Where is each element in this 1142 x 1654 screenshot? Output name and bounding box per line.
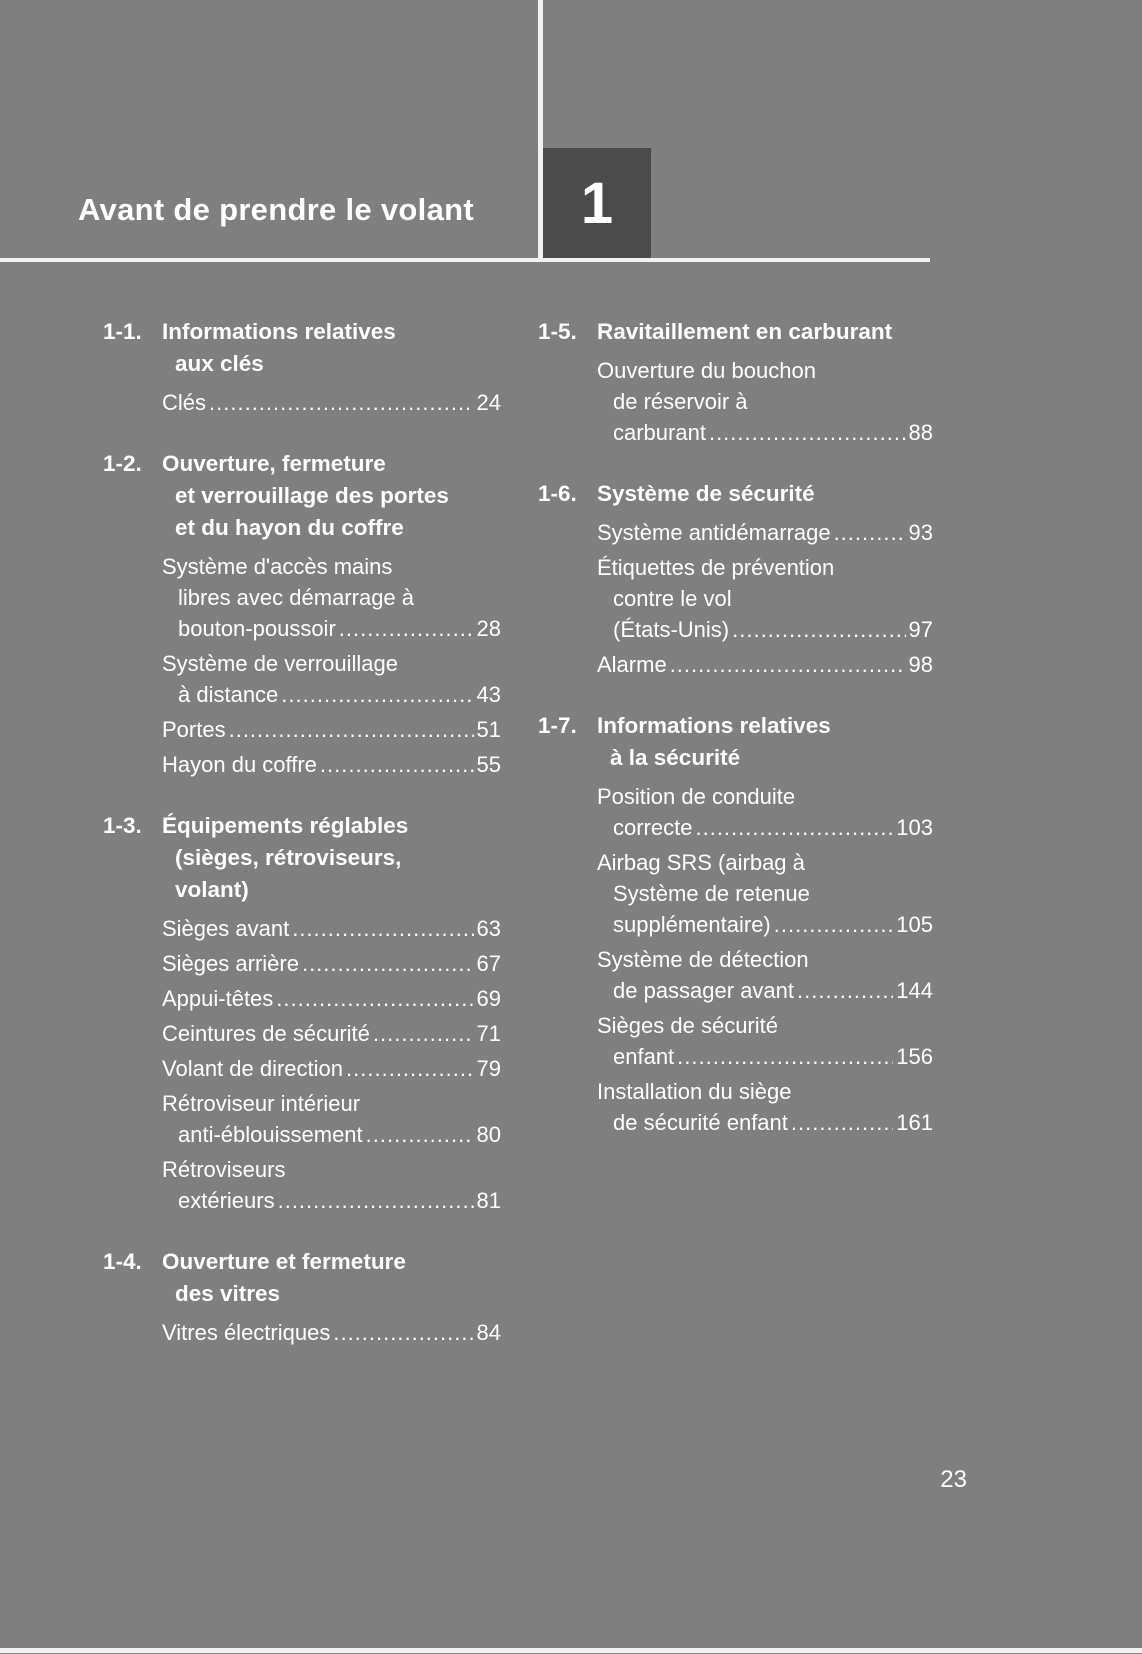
toc-entry [597,649,933,680]
section-title [162,448,501,544]
entry-page-number: 80 [476,1122,501,1147]
entry-label: à distance [178,682,279,707]
entry-label: correcte [613,815,693,840]
entry-line: Rétroviseurs [162,1157,286,1182]
dot-leader [333,1317,473,1348]
section-title-line: Ouverture, fermeture [162,451,386,476]
section-number: 1-2. [103,451,142,476]
section-entries [103,387,501,418]
section-title-line: Ouverture et fermeture [162,1249,406,1274]
entry-label: (États-Unis) [613,617,730,642]
dot-leader [709,417,906,448]
entry-label: Volant de direction [162,1056,344,1081]
dot-leader [732,614,905,645]
section-title [597,710,933,774]
dot-leader [366,1119,474,1150]
entry-line: Airbag SRS (airbag à [597,850,805,875]
toc-entry [162,1317,501,1348]
entry-label: Portes [162,717,226,742]
toc-entry [162,1154,501,1216]
dot-leader [834,517,906,548]
entry-page-number: 71 [476,1021,501,1046]
entry-label: Ceintures de sécurité [162,1021,370,1046]
entry-line [162,387,501,418]
page-number: 23 [940,1466,967,1493]
entry-label: de passager avant [613,978,795,1003]
entry-page-number: 84 [476,1320,501,1345]
entry-line [597,975,933,1006]
entry-line: libres avec démarrage à [178,585,415,610]
section-title [162,810,501,906]
entry-page-number: 97 [908,617,933,642]
entry-line [597,417,933,448]
entry-label: Système antidémarrage [597,520,831,545]
entry-line [597,649,933,680]
entry-label: Sièges avant [162,916,290,941]
entry-page-number: 67 [476,951,501,976]
entry-line: Système de détection [597,947,809,972]
toc-entry [162,749,501,780]
section-title-line: Ravitaillement en carburant [597,319,893,344]
entry-page-number: 28 [476,616,501,641]
entry-line: Sièges de sécurité [597,1013,778,1038]
section-number: 1-3. [103,813,142,838]
section-title [597,316,933,348]
section-entries [103,551,501,780]
entry-line: Rétroviseur intérieur [162,1091,361,1116]
dot-leader [209,387,474,418]
section-heading [103,448,501,544]
section-heading [103,316,501,380]
section-title [162,1246,501,1310]
section-title [597,478,933,510]
dot-leader [278,1185,474,1216]
dot-leader [346,1053,473,1084]
section-number: 1-7. [538,713,577,738]
dot-leader [677,1041,893,1072]
toc-entry [597,1076,933,1138]
entry-label: bouton-poussoir [178,616,336,641]
section-entries [103,1317,501,1348]
dot-leader [302,948,474,979]
dot-leader [797,975,893,1006]
section-title-line: (sièges, rétroviseurs, [175,845,402,870]
entry-label: supplémentaire) [613,912,771,937]
toc-entry [162,714,501,745]
entry-label: Sièges arrière [162,951,299,976]
entry-line [162,1119,501,1150]
section-title-line: Système de sécurité [597,481,815,506]
toc-entry [162,983,501,1014]
entry-page-number: 156 [896,1044,933,1069]
toc-entry [597,781,933,843]
dot-leader [276,983,473,1014]
entry-line [162,983,501,1014]
entry-page-number: 43 [476,682,501,707]
entry-line [162,948,501,979]
entry-line [597,517,933,548]
entry-line [597,614,933,645]
entry-line [162,1185,501,1216]
entry-line: Système de verrouillage [162,651,399,676]
entry-line [162,714,501,745]
entry-page-number: 79 [476,1056,501,1081]
entry-line: Position de conduite [597,784,796,809]
section-title-line: aux clés [175,351,264,376]
entry-label: Appui-têtes [162,986,274,1011]
section-number: 1-6. [538,481,577,506]
entry-page-number: 103 [896,815,933,840]
entry-label: de sécurité enfant [613,1110,788,1135]
chapter-number-box [543,148,651,260]
section-heading [103,810,501,906]
section-number: 1-5. [538,319,577,344]
section-title [162,316,501,380]
entry-label: Alarme [597,652,667,677]
entry-label: anti-éblouissement [178,1122,363,1147]
entry-page-number: 93 [908,520,933,545]
entry-page-number: 81 [476,1188,501,1213]
section-title-line: et verrouillage des portes [175,483,449,508]
dot-leader [774,909,894,940]
entry-line: de réservoir à [613,389,748,414]
entry-page-number: 88 [908,420,933,445]
entry-page-number: 24 [476,390,501,415]
chapter-number: 1 [580,171,614,236]
section-heading [538,478,933,510]
section-number: 1-1. [103,319,142,344]
entry-page-number: 161 [896,1110,933,1135]
toc-entry [597,517,933,548]
section-title-line: Informations relatives [162,319,396,344]
dot-leader [292,913,473,944]
entry-label: Clés [162,390,207,415]
toc-section [103,316,501,418]
entry-line [162,679,501,710]
toc-entry [162,648,501,710]
header-horizontal-rule [0,258,930,262]
dot-leader [339,613,474,644]
bottom-rule [0,1648,1142,1653]
toc-entry [597,552,933,645]
toc-entry [597,847,933,940]
entry-line [597,909,933,940]
dot-leader [791,1107,893,1138]
toc-entry [162,913,501,944]
toc-entry [597,944,933,1006]
toc-section [103,448,501,780]
section-title-line: Informations relatives [597,713,831,738]
section-title-line: des vitres [175,1281,281,1306]
toc-section [538,316,933,448]
section-title-line: volant) [175,877,249,902]
section-entries [538,781,933,1138]
toc-entry [597,1010,933,1072]
dot-leader [670,649,906,680]
entry-line: Système de retenue [613,881,810,906]
section-entries [538,517,933,680]
toc-entry [597,355,933,448]
toc-section [538,710,933,1138]
dot-leader [229,714,474,745]
toc-left-column [103,316,501,1378]
entry-label: Hayon du coffre [162,752,317,777]
section-title-line: et du hayon du coffre [175,515,404,540]
toc-entry [162,1088,501,1150]
toc-entry [162,1018,501,1049]
entry-line: Étiquettes de prévention [597,555,835,580]
entry-page-number: 98 [908,652,933,677]
entry-line [597,812,933,843]
toc-entry [162,948,501,979]
entry-page-number: 144 [896,978,933,1003]
toc-entry [162,1053,501,1084]
entry-line [597,1107,933,1138]
section-heading [538,316,933,348]
section-number: 1-4. [103,1249,142,1274]
toc-entry [162,387,501,418]
entry-line [162,749,501,780]
toc-section [103,810,501,1216]
section-entries [538,355,933,448]
dot-leader [373,1018,474,1049]
entry-label: Vitres électriques [162,1320,331,1345]
entry-line [162,1018,501,1049]
entry-line [162,1317,501,1348]
section-entries [103,913,501,1216]
chapter-title: Avant de prendre le volant [78,192,474,227]
entry-page-number: 63 [476,916,501,941]
toc-right-column [538,316,933,1168]
entry-label: enfant [613,1044,675,1069]
section-title-line: Équipements réglables [162,813,409,838]
entry-line: Ouverture du bouchon [597,358,816,383]
dot-leader [695,812,893,843]
dot-leader [320,749,474,780]
section-heading [538,710,933,774]
entry-page-number: 55 [476,752,501,777]
entry-label: carburant [613,420,706,445]
toc-section [538,478,933,680]
entry-label: extérieurs [178,1188,275,1213]
entry-line: Installation du siège [597,1079,792,1104]
section-title-line: à la sécurité [610,745,741,770]
toc-section [103,1246,501,1348]
entry-page-number: 69 [476,986,501,1011]
entry-line: contre le vol [613,586,732,611]
entry-line: Système d'accès mains [162,554,393,579]
entry-page-number: 105 [896,912,933,937]
entry-line [162,613,501,644]
entry-line [162,1053,501,1084]
section-heading [103,1246,501,1310]
toc-entry [162,551,501,644]
entry-page-number: 51 [476,717,501,742]
entry-line [162,913,501,944]
dot-leader [281,679,473,710]
entry-line [597,1041,933,1072]
